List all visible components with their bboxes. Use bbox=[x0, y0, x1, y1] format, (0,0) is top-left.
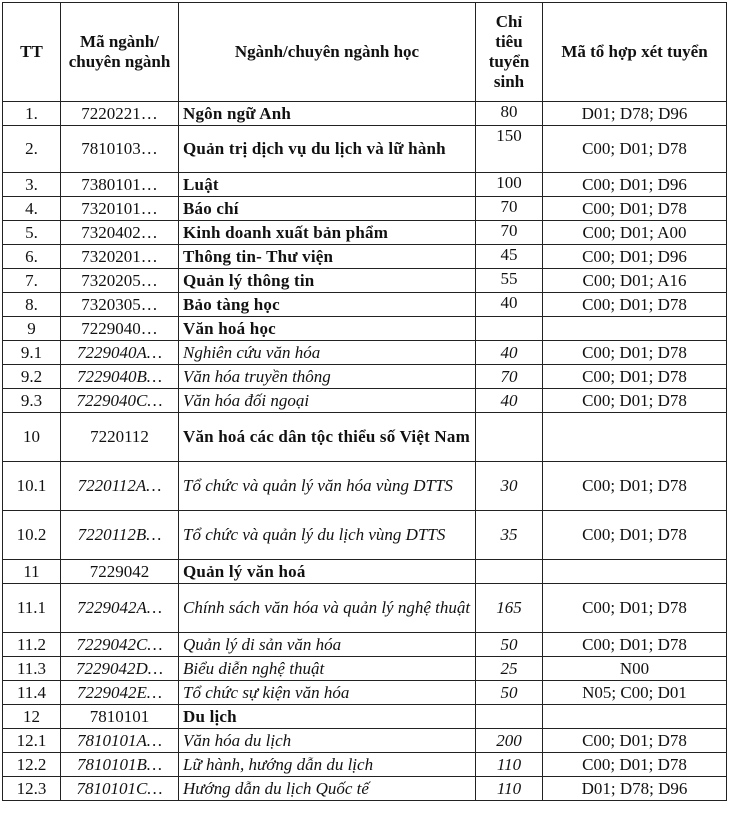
cell-tt: 4. bbox=[3, 197, 61, 221]
table-row bbox=[3, 269, 727, 293]
table-row bbox=[3, 126, 727, 173]
cell-tt: 3. bbox=[3, 173, 61, 197]
table-row bbox=[3, 365, 727, 389]
cell-combination bbox=[543, 705, 727, 729]
table-row bbox=[3, 705, 727, 729]
cell-name: Tổ chức và quản lý văn hóa vùng DTTS bbox=[179, 462, 476, 511]
cell-code: 7810103… bbox=[61, 126, 179, 173]
cell-quota bbox=[476, 413, 543, 462]
cell-code: 7229042A… bbox=[61, 584, 179, 633]
cell-name: Quản lý thông tin bbox=[179, 269, 476, 293]
cell-name: Lữ hành, hướng dẫn du lịch bbox=[179, 753, 476, 777]
cell-combination: C00; D01; D78 bbox=[543, 633, 727, 657]
cell-combination bbox=[543, 317, 727, 341]
table-row bbox=[3, 681, 727, 705]
cell-tt: 9.1 bbox=[3, 341, 61, 365]
cell-code: 7229040B… bbox=[61, 365, 179, 389]
cell-name: Văn hóa du lịch bbox=[179, 729, 476, 753]
cell-code: 7320205… bbox=[61, 269, 179, 293]
cell-name: Tổ chức sự kiện văn hóa bbox=[179, 681, 476, 705]
cell-quota: 110 bbox=[476, 777, 543, 801]
cell-combination bbox=[543, 560, 727, 584]
cell-tt: 10.2 bbox=[3, 511, 61, 560]
cell-quota: 110 bbox=[476, 753, 543, 777]
table-row bbox=[3, 633, 727, 657]
cell-name: Du lịch bbox=[179, 705, 476, 729]
cell-quota bbox=[476, 560, 543, 584]
table-row bbox=[3, 753, 727, 777]
cell-quota: 35 bbox=[476, 511, 543, 560]
cell-code: 7810101C… bbox=[61, 777, 179, 801]
cell-combination: C00; D01; D78 bbox=[543, 365, 727, 389]
table-row bbox=[3, 341, 727, 365]
cell-combination bbox=[543, 413, 727, 462]
admissions-table-container bbox=[2, 2, 727, 801]
cell-name: Văn hóa truyền thông bbox=[179, 365, 476, 389]
cell-quota: 50 bbox=[476, 681, 543, 705]
cell-name: Văn hoá học bbox=[179, 317, 476, 341]
cell-combination: C00; D01; D78 bbox=[543, 126, 727, 173]
cell-combination: C00; D01; D78 bbox=[543, 389, 727, 413]
cell-name: Thông tin- Thư viện bbox=[179, 245, 476, 269]
cell-tt: 11.2 bbox=[3, 633, 61, 657]
cell-name: Biểu diễn nghệ thuật bbox=[179, 657, 476, 681]
cell-quota: 70 bbox=[476, 365, 543, 389]
cell-code: 7229042D… bbox=[61, 657, 179, 681]
cell-combination: D01; D78; D96 bbox=[543, 777, 727, 801]
cell-name: Quản trị dịch vụ du lịch và lữ hành bbox=[179, 126, 476, 173]
cell-tt: 7. bbox=[3, 269, 61, 293]
cell-quota: 70 bbox=[476, 197, 543, 221]
cell-combination: C00; D01; D78 bbox=[543, 293, 727, 317]
cell-combination: D01; D78; D96 bbox=[543, 102, 727, 126]
cell-tt: 11 bbox=[3, 560, 61, 584]
cell-name: Văn hóa đối ngoại bbox=[179, 389, 476, 413]
header-tt: TT bbox=[3, 3, 61, 102]
cell-name: Văn hoá các dân tộc thiểu số Việt Nam bbox=[179, 413, 476, 462]
table-row bbox=[3, 317, 727, 341]
table-header-row bbox=[3, 3, 727, 102]
cell-code: 7220112B… bbox=[61, 511, 179, 560]
cell-tt: 11.3 bbox=[3, 657, 61, 681]
cell-name: Báo chí bbox=[179, 197, 476, 221]
cell-quota: 30 bbox=[476, 462, 543, 511]
cell-tt: 12.1 bbox=[3, 729, 61, 753]
cell-tt: 2. bbox=[3, 126, 61, 173]
header-name: Ngành/chuyên ngành học bbox=[179, 3, 476, 102]
cell-tt: 12.3 bbox=[3, 777, 61, 801]
header-combination: Mã tổ hợp xét tuyển bbox=[543, 3, 727, 102]
table-row bbox=[3, 729, 727, 753]
cell-quota: 40 bbox=[476, 341, 543, 365]
cell-quota: 45 bbox=[476, 245, 543, 269]
cell-code: 7220112 bbox=[61, 413, 179, 462]
table-row bbox=[3, 221, 727, 245]
table-row bbox=[3, 777, 727, 801]
cell-name: Hướng dẫn du lịch Quốc tế bbox=[179, 777, 476, 801]
cell-quota bbox=[476, 705, 543, 729]
table-row bbox=[3, 245, 727, 269]
cell-tt: 1. bbox=[3, 102, 61, 126]
cell-tt: 6. bbox=[3, 245, 61, 269]
cell-name: Bảo tàng học bbox=[179, 293, 476, 317]
cell-combination: C00; D01; D78 bbox=[543, 462, 727, 511]
cell-tt: 9.3 bbox=[3, 389, 61, 413]
cell-combination: N00 bbox=[543, 657, 727, 681]
cell-combination: C00; D01; D78 bbox=[543, 584, 727, 633]
cell-code: 7810101 bbox=[61, 705, 179, 729]
cell-combination: C00; D01; A16 bbox=[543, 269, 727, 293]
cell-quota: 165 bbox=[476, 584, 543, 633]
cell-quota: 50 bbox=[476, 633, 543, 657]
cell-code: 7229042E… bbox=[61, 681, 179, 705]
cell-tt: 10.1 bbox=[3, 462, 61, 511]
cell-name: Ngôn ngữ Anh bbox=[179, 102, 476, 126]
cell-tt: 9 bbox=[3, 317, 61, 341]
table-row bbox=[3, 293, 727, 317]
cell-combination: C00; D01; D78 bbox=[543, 753, 727, 777]
cell-name: Quản lý văn hoá bbox=[179, 560, 476, 584]
cell-code: 7229042C… bbox=[61, 633, 179, 657]
cell-tt: 11.1 bbox=[3, 584, 61, 633]
header-code: Mã ngành/ chuyên ngành bbox=[61, 3, 179, 102]
cell-code: 7229040… bbox=[61, 317, 179, 341]
table-row bbox=[3, 584, 727, 633]
cell-quota: 25 bbox=[476, 657, 543, 681]
cell-code: 7320402… bbox=[61, 221, 179, 245]
cell-quota: 40 bbox=[476, 389, 543, 413]
cell-name: Quản lý di sản văn hóa bbox=[179, 633, 476, 657]
cell-tt: 9.2 bbox=[3, 365, 61, 389]
header-quota: Chỉ tiêu tuyển sinh bbox=[476, 3, 543, 102]
cell-combination: C00; D01; D78 bbox=[543, 341, 727, 365]
table-row bbox=[3, 560, 727, 584]
cell-combination: C00; D01; D96 bbox=[543, 245, 727, 269]
cell-combination: C00; D01; D78 bbox=[543, 729, 727, 753]
cell-combination: N05; C00; D01 bbox=[543, 681, 727, 705]
cell-quota: 70 bbox=[476, 221, 543, 245]
cell-code: 7320201… bbox=[61, 245, 179, 269]
cell-tt: 11.4 bbox=[3, 681, 61, 705]
table-row bbox=[3, 389, 727, 413]
cell-code: 7229040A… bbox=[61, 341, 179, 365]
cell-code: 7229040C… bbox=[61, 389, 179, 413]
table-row bbox=[3, 657, 727, 681]
cell-code: 7320305… bbox=[61, 293, 179, 317]
cell-quota: 100 bbox=[476, 173, 543, 197]
table-row bbox=[3, 173, 727, 197]
table-row bbox=[3, 102, 727, 126]
cell-code: 7380101… bbox=[61, 173, 179, 197]
cell-code: 7810101A… bbox=[61, 729, 179, 753]
cell-combination: C00; D01; D78 bbox=[543, 197, 727, 221]
table-row bbox=[3, 197, 727, 221]
cell-tt: 12 bbox=[3, 705, 61, 729]
table-row bbox=[3, 462, 727, 511]
table-row bbox=[3, 413, 727, 462]
cell-name: Kinh doanh xuất bản phẩm bbox=[179, 221, 476, 245]
cell-name: Nghiên cứu văn hóa bbox=[179, 341, 476, 365]
cell-quota bbox=[476, 317, 543, 341]
cell-code: 7320101… bbox=[61, 197, 179, 221]
cell-tt: 10 bbox=[3, 413, 61, 462]
cell-tt: 8. bbox=[3, 293, 61, 317]
cell-name: Tổ chức và quản lý du lịch vùng DTTS bbox=[179, 511, 476, 560]
cell-code: 7220112A… bbox=[61, 462, 179, 511]
cell-combination: C00; D01; D96 bbox=[543, 173, 727, 197]
cell-tt: 12.2 bbox=[3, 753, 61, 777]
table-row bbox=[3, 511, 727, 560]
cell-name: Chính sách văn hóa và quản lý nghệ thuật bbox=[179, 584, 476, 633]
cell-code: 7810101B… bbox=[61, 753, 179, 777]
cell-code: 7229042 bbox=[61, 560, 179, 584]
cell-quota: 40 bbox=[476, 293, 543, 317]
cell-quota: 200 bbox=[476, 729, 543, 753]
cell-name: Luật bbox=[179, 173, 476, 197]
cell-tt: 5. bbox=[3, 221, 61, 245]
cell-quota: 150 bbox=[476, 126, 543, 173]
cell-quota: 55 bbox=[476, 269, 543, 293]
cell-combination: C00; D01; D78 bbox=[543, 511, 727, 560]
table-body bbox=[3, 102, 727, 801]
admissions-table bbox=[2, 2, 727, 801]
cell-quota: 80 bbox=[476, 102, 543, 126]
cell-code: 7220221… bbox=[61, 102, 179, 126]
cell-combination: C00; D01; A00 bbox=[543, 221, 727, 245]
